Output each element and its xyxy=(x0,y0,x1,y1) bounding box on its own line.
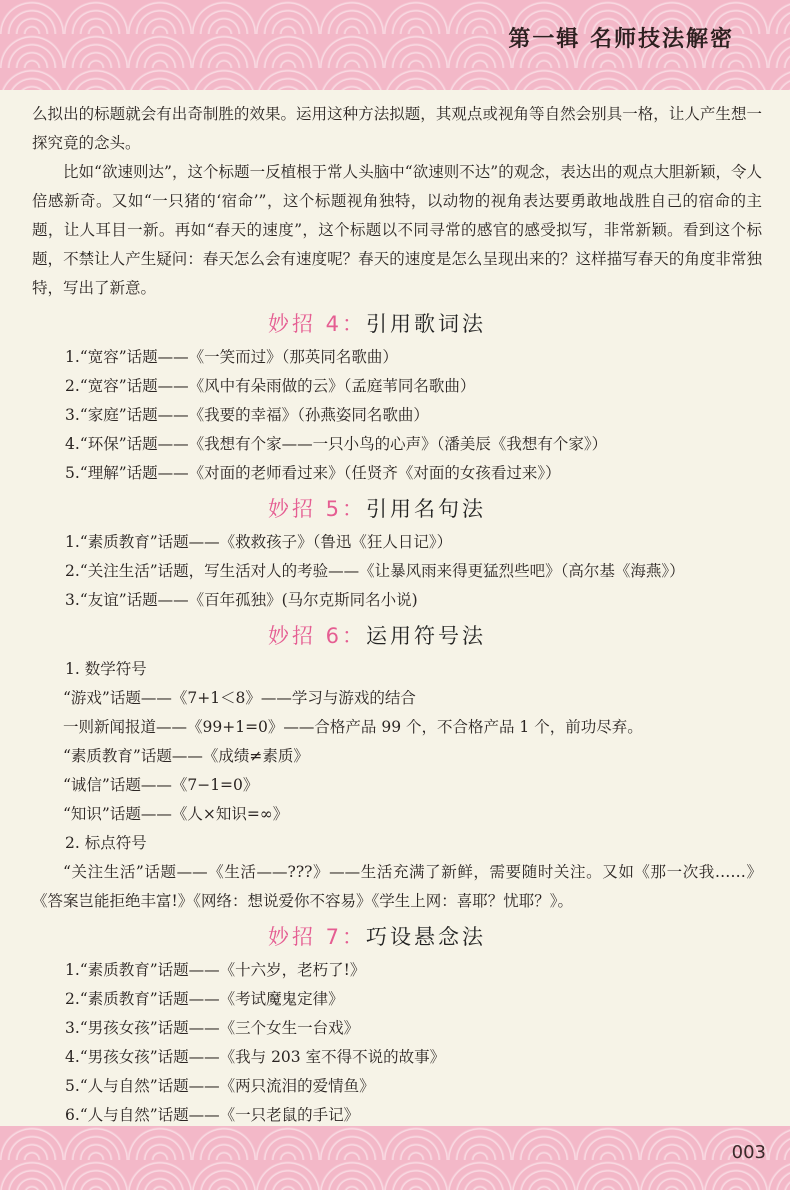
intro-paragraph-continued: 么拟出的标题就会有出奇制胜的效果。运用这种方法拟题，其观点或视角等自然会别具一格，让人产生想一探究竟的念头。 xyxy=(32,105,762,152)
list-item: 6.“人与自然”话题——《一只老鼠的手记》 xyxy=(65,1106,360,1124)
section-heading-4 xyxy=(32,307,762,341)
list-item: 5.“理解”话题——《对面的老师看过来》（任贤齐《对面的女孩看过来》） xyxy=(65,464,561,482)
list-item: 3.“男孩女孩”话题——《三个女生一台戏》 xyxy=(65,1019,360,1037)
subheading-punctuation: 2. 标点符号 xyxy=(65,834,147,852)
list-item: 4.“男孩女孩”话题——《我与 203 室不得不说的故事》 xyxy=(65,1048,446,1066)
list-item: 2.“素质教育”话题——《考试魔鬼定律》 xyxy=(65,990,344,1008)
list-item: “知识”话题——《人×知识=∞》 xyxy=(63,805,289,823)
list-item: “素质教育”话题——《成绩≠素质》 xyxy=(63,747,309,765)
section-label: 妙招 5： xyxy=(268,497,367,521)
page-number: 003 xyxy=(731,1142,766,1163)
intro-paragraph-examples: 比如“欲速则达”，这个标题一反植根于常人头脑中“欲速则不达”的观念，表达出的观点大胆新颖，令人倍感新奇。又如“一只猪的‘宿命’”，这个标题视角独特，以动物的视角表达要勇敢地战胜自己的宿命的主题，让人耳目一新。再如“春天的速度”，这个标题以不同寻常的感官的感受拟写，非常新颖。看到这个标题，不禁让人产生疑问：春天怎么会有速度呢？春天的速度是怎么呈现出来的？这样描写春天的角度非常独特，写出了新意。 xyxy=(32,163,762,297)
section-label: 妙招 4： xyxy=(268,312,367,336)
chapter-title: 第一辑 名师技法解密 xyxy=(508,27,734,52)
list-item: 2.“宽容”话题——《风中有朵雨做的云》（孟庭苇同名歌曲） xyxy=(65,377,476,395)
section-title: 引用歌词法 xyxy=(366,312,487,336)
list-item: 1.“素质教育”话题——《救救孩子》（鲁迅《狂人日记》） xyxy=(65,533,453,551)
list-item: 2.“关注生活”话题，写生活对人的考验——《让暴风雨来得更猛烈些吧》（高尔基《海燕》） xyxy=(65,562,685,580)
punctuation-paragraph: “关注生活”话题——《生活——???》——生活充满了新鲜，需要随时关注。又如《那一次我……》《答案岂能拒绝丰富!》《网络：想说爱你不容易》《学生上网：喜耶？忧耶？》。 xyxy=(32,863,762,910)
list-item: “游戏”话题——《7+1＜8》——学习与游戏的结合 xyxy=(63,689,416,707)
section-heading-7 xyxy=(32,920,762,954)
section-title: 引用名句法 xyxy=(366,497,487,521)
section-heading-6 xyxy=(32,619,762,653)
page-body xyxy=(32,100,762,1130)
section-heading-5 xyxy=(32,492,762,526)
section-label: 妙招 7： xyxy=(268,925,367,949)
list-item: 5.“人与自然”话题——《两只流泪的爱情鱼》 xyxy=(65,1077,375,1095)
header-band xyxy=(0,0,790,90)
section-label: 妙招 6： xyxy=(268,624,367,648)
footer-band xyxy=(0,1126,790,1190)
section-title: 运用符号法 xyxy=(366,624,487,648)
list-item: 3.“友谊”话题——《百年孤独》(马尔克斯同名小说) xyxy=(65,591,418,609)
list-item: 1.“宽容”话题——《一笑而过》（那英同名歌曲） xyxy=(65,348,398,366)
list-item: 3.“家庭”话题——《我要的幸福》（孙燕姿同名歌曲） xyxy=(65,406,429,424)
list-item: 1.“素质教育”话题——《十六岁，老朽了!》 xyxy=(65,961,366,979)
subheading-math: 1. 数学符号 xyxy=(65,660,147,678)
list-item: “诚信”话题——《7−1=0》 xyxy=(63,776,259,794)
list-item: 一则新闻报道——《99+1=0》——合格产品 99 个，不合格产品 1 个，前功尽弃。 xyxy=(63,718,643,736)
section-title: 巧设悬念法 xyxy=(366,925,487,949)
list-item: 4.“环保”话题——《我想有个家——一只小鸟的心声》（潘美辰《我想有个家》） xyxy=(65,435,608,453)
